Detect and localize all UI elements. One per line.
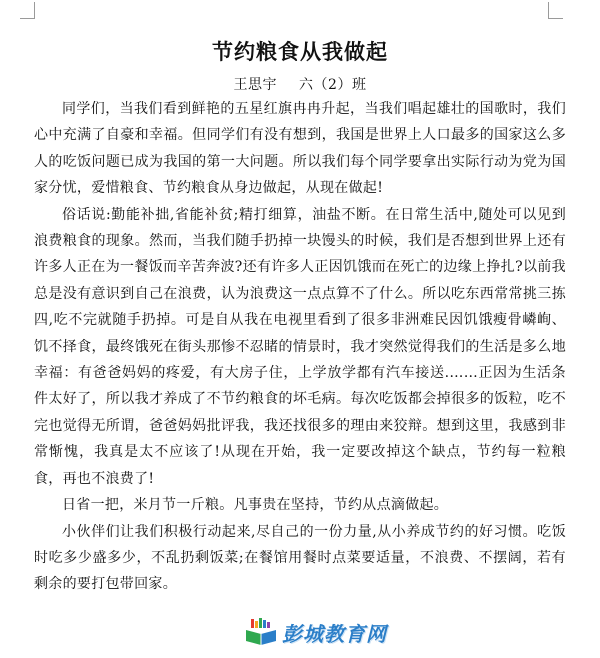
document-title: 节约粮食从我做起 <box>212 39 388 64</box>
author-class: 六（2）班 <box>299 77 367 93</box>
watermark-logo <box>240 616 391 648</box>
author-name: 王思宇 <box>233 77 278 93</box>
paragraph: 小伙伴们让我们积极行动起来,尽自己的一份力量,从小养成节约的好习惯。吃饭时吃多少盛多少，不乱扔剩饭菜;在餐馆用餐时点菜要适量，不浪费、不摆阔，若有剩余的要打包带回家。 <box>34 523 566 593</box>
author-line <box>34 74 566 96</box>
watermark-text: 彭城教育网 <box>282 621 387 646</box>
document-page <box>34 36 566 598</box>
page-corner-mark-left <box>20 2 35 19</box>
paragraph: 俗话说:勤能补拙,省能补贫;精打细算，油盐不断。在日常生活中,随处可以见到浪费粮食的现象。然而，当我们随手扔掉一块馒头的时候，我们是否想到世界上还有许多人正在为一餐饭而辛苦奔波?还有许多人正因饥饿而在死亡的边缘上挣扎?以前我总是没有意识到自己在浪费，认为浪费这一点点算不了什么。所以吃东西常常挑三拣四,吃不完就随手扔掉。可是自从我在电视里看到了很多非洲难民因饥饿瘦骨嶙峋、饥不择食，最终饿死在街头那惨不忍睹的情景时，我才突然觉得我们的生活是多么地幸福：有爸爸妈妈的疼爱，有大房子住，上学放学都有汽车接送.……正因为生活条件太好了，所以我才养成了不节约粮食的坏毛病。每次吃饭都会掉很多的饭粒，吃不完也觉得无所谓，爸爸妈妈批评我，我还找很多的理由来狡辩。想到这里，我感到非常惭愧，我真是太不应该了!从现在开始，我一定要改掉这个缺点，节约每一粒粮食，再也不浪费了! <box>34 206 566 487</box>
book-logo-icon <box>244 618 278 646</box>
paragraph: 同学们，当我们看到鲜艳的五星红旗冉冉升起，当我们唱起雄壮的国歌时，我们心中充满了自豪和幸福。但同学们有没有想到，我国是世界上人口最多的国家这么多人的吃饭问题已成为我国的第一大问题。所以我们每个同学要拿出实际行动为党为国家分忧，爱惜粮食、节约粮食从身边做起，从现在做起! <box>34 101 566 197</box>
page-corner-mark-right <box>548 2 563 19</box>
document-body <box>34 96 566 598</box>
paragraph: 日省一把，米月节一斤粮。凡事贵在坚持，节约从点滴做起。 <box>62 497 449 514</box>
